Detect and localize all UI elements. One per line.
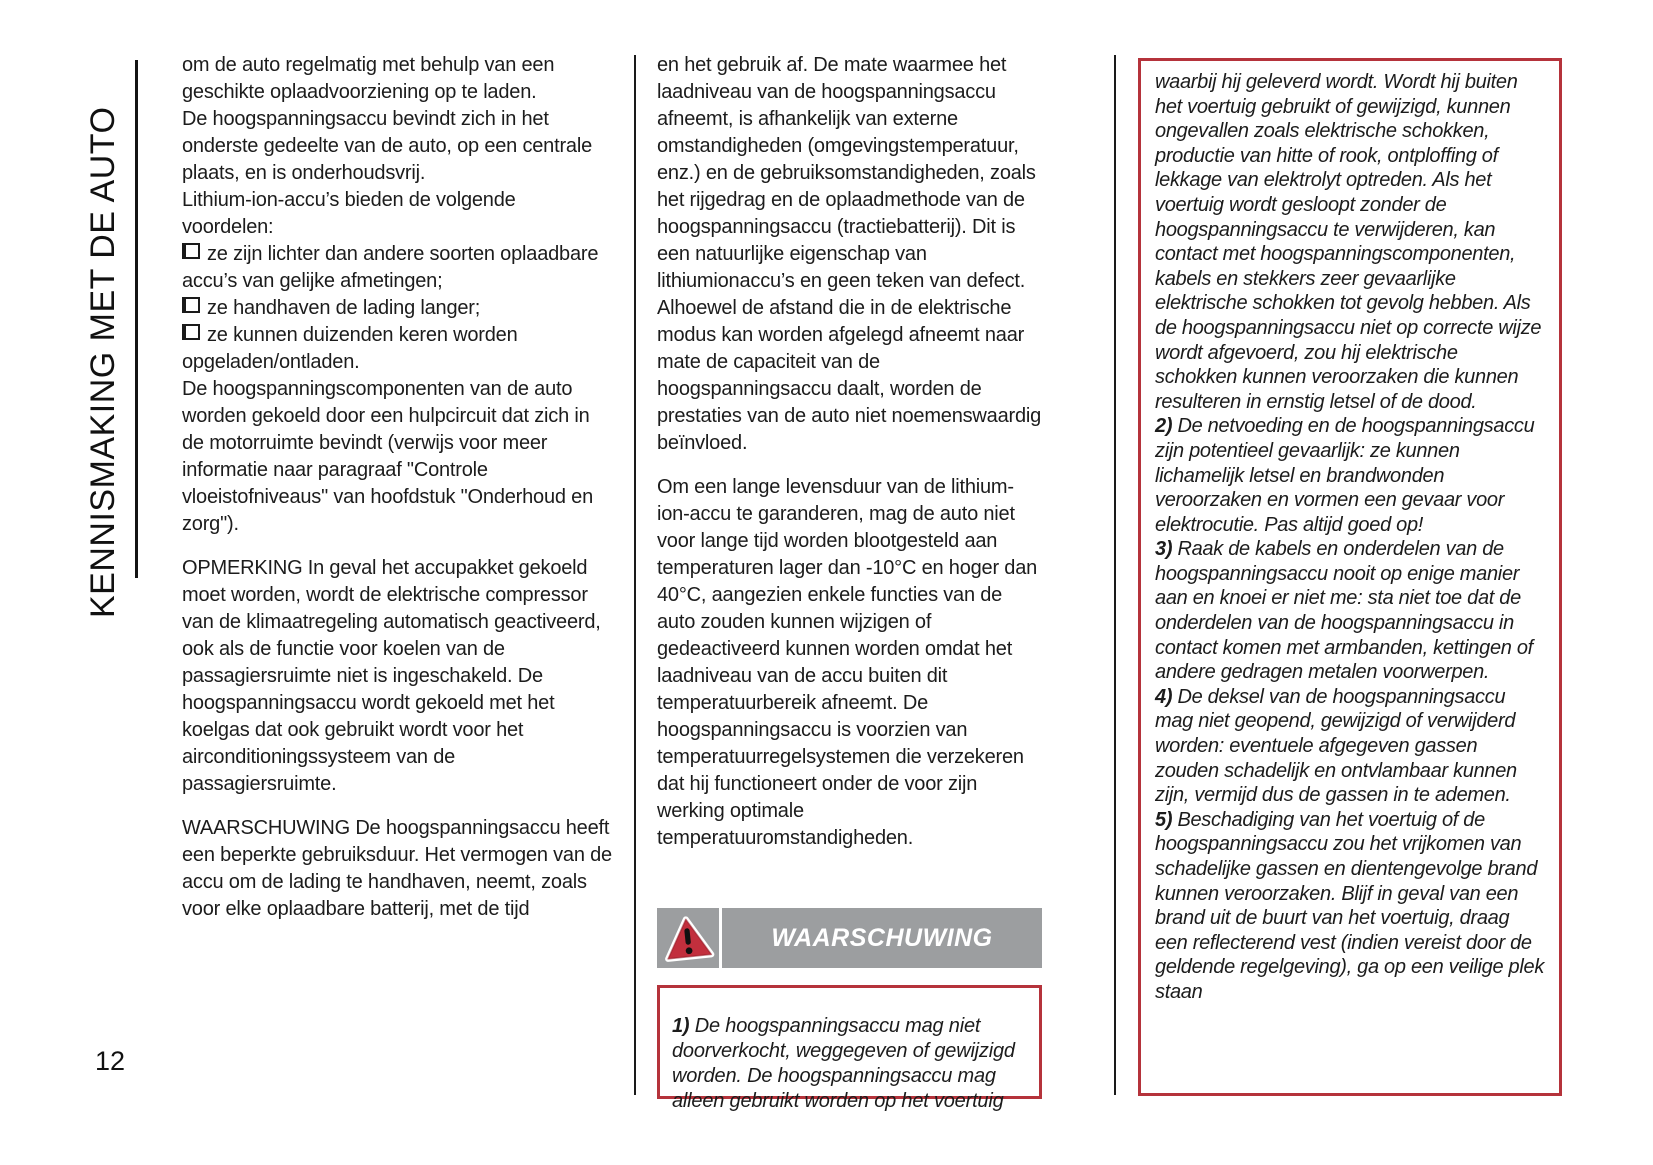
warning-item-text: De deksel van de hoogspanningsaccu mag niet geopend, gewijzigd of verwijderd worden: eventuele afgegeven gassen zouden schadelijk en ontvlambaar kunnen zijn, vermijd dus de gassen in te ademen. [1155,685,1517,807]
warning-item-number: 1) [672,1015,690,1037]
square-bullet-icon [182,297,200,313]
warning-item-text: waarbij hij geleverd wordt. Wordt hij buiten het voertuig gebruikt of gewijzigd, kunnen ongevallen zoals elektrische schokken, productie van hitte of rook, ontploffing of lekkage van elektrolyt optreden. Als het voertuig wordt gesloopt zonder de hoogspanningsaccu te verwijderen, kan contact met hoogspanningscomponenten, kabels en stekkers zeer gevaarlijke elektrische schokken tot gevolg hebben. Als de hoogspanningsaccu niet op correcte wijze wordt afgevoerd, zou hij elektrische schokken kunnen veroorzaken die kunnen resulteren in ernstig letsel of de dood. [1155,71,1542,413]
bullet-item [182,295,612,322]
warning-item [1155,808,1545,1005]
warning-icon-cell [657,908,719,968]
warning-box-right [1138,58,1562,1096]
paragraph: De hoogspanningsaccu bevindt zich in het onderste gedeelte van de auto, op een centrale plaats, en is onderhoudsvrij. [182,108,593,184]
warning-paragraph: WAARSCHUWING De hoogspanningsaccu heeft een beperkte gebruiksduur. Het vermogen van de accu om de lading te handhaven, neemt, zoals voor elke oplaadbare batterij, met de tijd [182,817,612,920]
warning-item [1155,685,1545,808]
note-paragraph: OPMERKING In geval het accupakket gekoeld moet worden, wordt de elektrische compressor van de klimaatregeling automatisch geactiveerd, ook als de functie voor koelen van de passagiersruimte niet is ingeschakeld. De hoogspanningsaccu wordt gekoeld met het koelgas dat ook gebruikt wordt voor het airconditioningssysteem van de passagiersruimte. [182,557,601,795]
warning-item-text: De netvoeding en de hoogspanningsaccu zijn potentieel gevaarlijk: ze kunnen lichamelijk letsel en brandwonden veroorzaken en vormen een gevaar voor elektrocutie. Pas altijd goed op! [1155,415,1535,536]
paragraph: Lithium-ion-accu’s bieden de volgende voordelen: [182,189,516,238]
bullet-text: ze kunnen duizenden keren worden opgeladen/ontladen. [182,324,518,373]
warning-item [672,1014,1027,1114]
warning-box-middle [657,985,1042,1112]
warning-item [1155,414,1545,537]
warning-triangle-icon [661,913,715,963]
warning-item-text: Raak de kabels en onderdelen van de hoogspanningsaccu nooit op enige manier aan en knoei er niet me: sta niet toe dat de onderdelen van de hoogspanningsaccu in contact komen met armbanden, kettingen of andere gedragen metalen voorwerpen. [1155,538,1533,684]
left-column [182,52,612,923]
square-bullet-icon [182,243,200,259]
column-separator [634,55,636,1095]
paragraph: om de auto regelmatig met behulp van een geschikte oplaadvoorziening op te laden. [182,54,555,103]
warning-item-number: 2) [1155,415,1173,438]
square-bullet-icon [182,324,200,340]
sidebar-vertical-rule [135,60,138,578]
paragraph: en het gebruik af. De mate waarmee het laadniveau van de hoogspanningsaccu afneemt, is afhankelijk van externe omstandigheden (omgevingstemperatuur, enz.) en de gebruiksomstandigheden, zoals het rijgedrag en de oplaadmethode van de hoogspanningsaccu (tractiebatterij). Dit is een natuurlijke eigenschap van lithiumionaccu’s en geen teken van defect. Alhoewel de afstand die in de elektrische modus kan worden afgelegd afneemt naar mate de capaciteit van de hoogspanningsaccu daalt, worden de prestaties van de auto niet noemenswaardig beïnvloed. [657,54,1042,454]
bullet-item [182,241,612,295]
bullet-text: ze zijn lichter dan andere soorten oplaadbare accu’s van gelijke afmetingen; [182,243,599,292]
chapter-sidebar-title: KENNISMAKING MET DE AUTO [84,106,122,618]
page-number: 12 [95,1046,126,1076]
paragraph: Om een lange levensduur van de lithium-ion-accu te garanderen, mag de auto niet voor lange tijd worden blootgesteld aan temperaturen lager dan -10°C en hoger dan 40°C, aangezien enkele functies van de auto zouden kunnen wijzigen of gedeactiveerd kunnen worden omdat het laadniveau van de accu buiten dit temperatuurbereik afneemt. De hoogspanningsaccu is voorzien van temperatuurregelsystemen die verzekeren dat hij functioneert onder de voor zijn werking optimale temperatuuromstandigheden. [657,476,1038,849]
warning-item-text: De hoogspanningsaccu mag niet doorverkocht, weggegeven of gewijzigd worden. De hoogspanningsaccu mag alleen gebruikt worden op het voertuig [672,1015,1015,1112]
column-separator [1114,55,1116,1095]
warning-item [1155,537,1545,685]
bullet-item [182,322,612,376]
warning-item-text: Beschadiging van het voertuig of de hoogspanningsaccu zou het vrijkomen van schadelijke gassen en dientengevolge brand kunnen veroorzaken. Blijf in geval van een brand uit de buurt van het voertuig, draag een reflecterend vest (indien vereist door de geldende regelgeving), ga op een veilige plek staan [1155,808,1545,1003]
warning-item-number: 3) [1155,538,1173,561]
warning-header-label: WAARSCHUWING [722,908,1042,968]
bullet-text: ze handhaven de lading langer; [207,297,481,319]
warning-item-number: 5) [1155,808,1173,831]
paragraph: De hoogspanningscomponenten van de auto worden gekoeld door een hulpcircuit dat zich in de motorruimte bevindt (verwijs voor meer informatie naar paragraaf "Controle vloeistofniveaus" van hoofdstuk "Onderhoud en zorg"). [182,378,594,535]
warning-item-number: 4) [1155,685,1173,708]
warning-item [1155,70,1545,414]
warning-header-bar [657,908,1042,968]
middle-column [657,52,1042,852]
